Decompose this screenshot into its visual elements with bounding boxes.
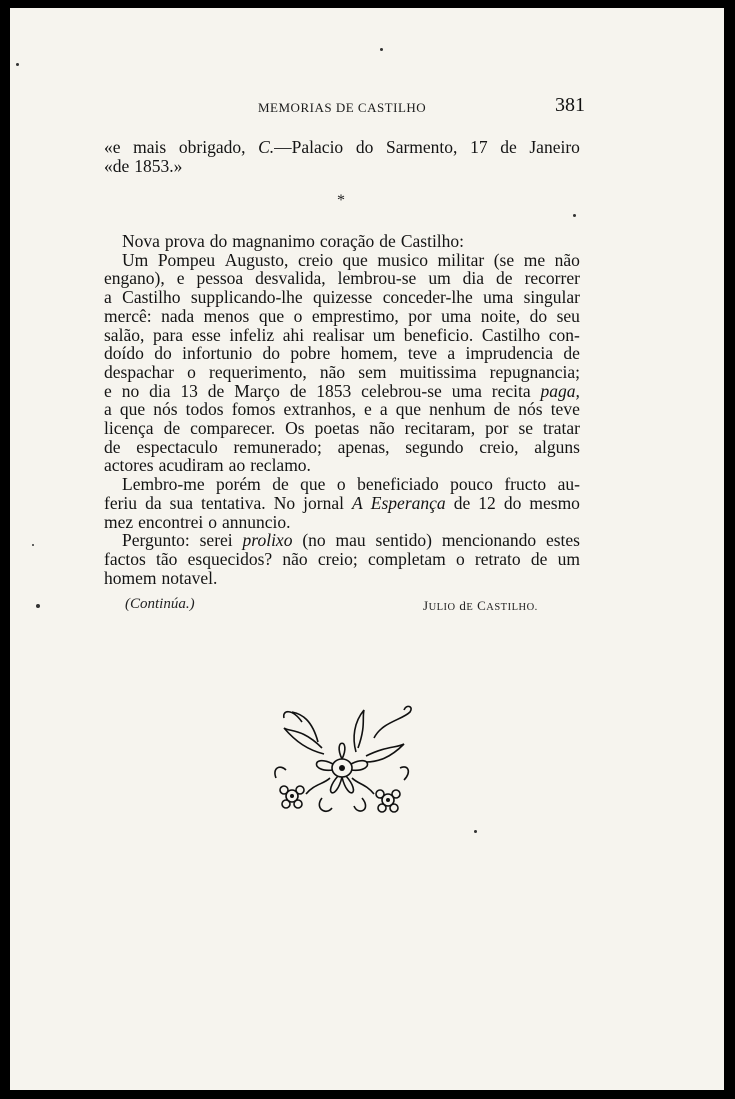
word: Castilho: (400, 231, 465, 251)
word: mez (104, 511, 134, 532)
word: emprestimo, (311, 305, 399, 326)
paper-speck (474, 830, 477, 833)
word: Os (285, 418, 305, 439)
word: jornal (303, 492, 344, 513)
word: tratar (543, 418, 580, 439)
word: da (145, 492, 162, 513)
word: nós (518, 399, 543, 420)
text-line (104, 251, 580, 270)
word: teve (407, 343, 438, 364)
word: serei (199, 530, 233, 551)
text-line (104, 438, 580, 457)
word: fomos (231, 399, 276, 420)
word: (no (302, 530, 326, 551)
word: o (293, 305, 303, 326)
word: Pompeu (157, 249, 216, 270)
word: a (104, 287, 112, 308)
word: infeliz (229, 324, 275, 345)
page-number: 381 (555, 94, 585, 116)
text-line (104, 419, 580, 438)
word: 13 (180, 380, 198, 401)
word: licença (104, 418, 154, 439)
word: pobre (290, 343, 331, 364)
word: Augusto, (224, 249, 289, 270)
author-signature: JULIO dE CASTILHO. (423, 598, 538, 613)
word: que (395, 399, 422, 420)
word: lembrou-se (337, 268, 417, 289)
word: Março (234, 380, 280, 401)
word: homem, (340, 343, 398, 364)
word: tão (156, 548, 178, 569)
word: singular (523, 287, 580, 308)
word: de (379, 231, 396, 251)
word: poetas (314, 418, 360, 439)
word: que (300, 474, 326, 495)
word: se (518, 418, 534, 439)
continued-note: (Continúa.) (125, 596, 195, 612)
word: dia (149, 380, 171, 401)
word: do (262, 343, 280, 364)
word: militar (437, 249, 485, 270)
word: e (104, 380, 112, 401)
word: de (453, 492, 471, 513)
word: sem (358, 361, 387, 382)
paper-speck (16, 63, 19, 66)
word: do (503, 492, 522, 513)
word: creio; (317, 548, 358, 569)
word: e (364, 399, 372, 420)
word: uma (441, 305, 472, 326)
word: Um (122, 249, 149, 270)
text-line (104, 494, 580, 513)
paper-speck (36, 604, 40, 608)
word: seu (556, 305, 580, 326)
word: reclamo. (250, 455, 311, 476)
word: beneficio. (403, 324, 474, 345)
word: creio, (479, 436, 519, 457)
word: repugnancia; (489, 361, 580, 382)
running-head: MEMORIAS DE CASTILHO (258, 100, 427, 115)
word: sentido) (375, 530, 432, 551)
word: pessoa (196, 268, 244, 289)
word: homem (104, 567, 157, 588)
word: estes (545, 530, 580, 551)
word: um (428, 268, 451, 289)
word: que (258, 305, 285, 326)
text-line (104, 288, 580, 307)
word: nada (161, 305, 195, 326)
word: Esperança (370, 492, 446, 513)
word: de (104, 436, 121, 457)
word: No (273, 492, 296, 513)
word: doído (104, 343, 144, 364)
word: (se (493, 249, 515, 270)
word: não (369, 418, 395, 439)
word: Janeiro (529, 137, 580, 157)
word: obrigado, (178, 137, 246, 157)
word: espectaculo (136, 436, 218, 457)
word: o (208, 511, 218, 532)
word: ahi (282, 324, 305, 345)
word: encontrei (138, 511, 204, 532)
word: de (207, 380, 225, 401)
word: noite, (480, 305, 521, 326)
text-line (104, 382, 580, 401)
word: retrato (474, 548, 521, 569)
word: «de (104, 155, 130, 176)
word: extranhos, (283, 399, 356, 420)
word: factos (104, 548, 146, 569)
word: de (493, 399, 511, 420)
word: supplicando-lhe (190, 287, 303, 308)
word: nós (153, 399, 178, 420)
floral-ornament-icon (262, 698, 422, 826)
word: não (282, 548, 308, 569)
text-line (104, 326, 580, 345)
word: engano), (104, 268, 165, 289)
section-separator: * (337, 192, 345, 209)
word: do (209, 231, 228, 251)
word: a (379, 399, 388, 420)
paper-speck (380, 48, 383, 51)
word: fructo (504, 474, 547, 495)
word: recita (491, 380, 531, 401)
text-line (104, 363, 580, 382)
word: A (352, 492, 363, 513)
word: notavel. (161, 567, 218, 588)
word: 12 (478, 492, 496, 513)
word: por (408, 305, 432, 326)
word: desvalida, (255, 268, 326, 289)
word: Lembro-me (122, 474, 205, 495)
word: e (176, 268, 185, 289)
text-line (104, 456, 580, 475)
word: requerimento, (209, 361, 307, 382)
word: Castilho (481, 324, 541, 345)
word: tentativa. (201, 492, 266, 513)
word: Nova (122, 231, 160, 251)
word: apenas, (337, 436, 390, 457)
word: recorrer (524, 268, 580, 289)
word: do (529, 305, 548, 326)
word: o (336, 474, 346, 495)
word: «e (104, 137, 121, 157)
word: coração (319, 231, 375, 251)
word: Pergunto: (122, 530, 190, 551)
word: feriu (104, 492, 138, 513)
word: uma (483, 287, 514, 308)
word: realisar (312, 324, 365, 345)
word: mencionando (441, 530, 537, 551)
text-line (104, 344, 580, 363)
word: actores (104, 455, 154, 476)
text-line (104, 138, 580, 157)
word: de (289, 380, 307, 401)
word: de (530, 548, 548, 569)
word: Castilho (122, 287, 181, 308)
text-line (104, 232, 580, 251)
word: paga, (540, 380, 580, 401)
word: a (104, 399, 112, 420)
word: que (342, 249, 368, 270)
text-line (104, 475, 580, 494)
word: mau (335, 530, 366, 551)
word: quizesse (313, 287, 373, 308)
word: esquecidos? (187, 548, 273, 569)
word: um (372, 324, 396, 345)
word: muitissima (399, 361, 477, 382)
word: celebrou-se (361, 380, 442, 401)
word: pouco (450, 474, 493, 495)
paper-speck (32, 544, 34, 546)
main-paragraphs (104, 232, 580, 587)
word: o (455, 548, 465, 569)
word: por (485, 418, 509, 439)
paper-speck (573, 214, 576, 217)
word: acudiram (158, 455, 224, 476)
word: me (523, 249, 546, 270)
word: imprudencia (465, 343, 554, 364)
word: despachar (104, 361, 174, 382)
word: sua (169, 492, 193, 513)
word: que (119, 399, 146, 420)
word: do (355, 137, 374, 157)
text-line (104, 157, 580, 176)
word: dia (462, 268, 485, 289)
word: nenhum (429, 399, 486, 420)
word: C.—Palacio (258, 137, 344, 157)
word: prova (164, 231, 205, 251)
text-line (104, 531, 580, 550)
word: beneficiado (357, 474, 439, 495)
word: de (500, 137, 517, 157)
word: recitaram, (404, 418, 476, 439)
text-line (104, 513, 580, 532)
word: au- (557, 474, 580, 495)
word: salão, (104, 324, 145, 345)
word: no (121, 380, 140, 401)
text-line (104, 569, 580, 588)
word: não (554, 249, 580, 270)
word: de (272, 474, 289, 495)
word: remunerado; (233, 436, 322, 457)
word: Sarmento, (385, 137, 458, 157)
word: porém (216, 474, 261, 495)
word: uma (451, 380, 482, 401)
word: segundo (405, 436, 464, 457)
word: 17 (470, 137, 488, 157)
word: annuncio. (222, 511, 291, 532)
text-line (104, 550, 580, 569)
word: não (319, 361, 346, 382)
word: musico (377, 249, 428, 270)
intro-quote (104, 138, 580, 175)
word: teve (550, 399, 580, 420)
word: con- (548, 324, 580, 345)
word: menos (203, 305, 250, 326)
word: completam (367, 548, 446, 569)
word: todos (185, 399, 224, 420)
word: para (152, 324, 184, 345)
word: de (496, 268, 513, 289)
word: mesmo (529, 492, 580, 513)
word: de (563, 343, 580, 364)
word: alguns (534, 436, 580, 457)
word: o (187, 361, 196, 382)
word: infortunio (182, 343, 253, 364)
word: esse (191, 324, 221, 345)
word: magnanimo (232, 231, 315, 251)
word: de (163, 418, 181, 439)
word: do (154, 343, 172, 364)
word: ao (228, 455, 246, 476)
word: comparecer. (190, 418, 276, 439)
word: conceder-lhe (382, 287, 473, 308)
word: um (557, 548, 580, 569)
word: mais (133, 137, 167, 157)
book-page (10, 8, 724, 1090)
text-line (104, 269, 580, 288)
word: creio (298, 249, 333, 270)
word: 1853 (316, 380, 352, 401)
word: prolixo (242, 530, 293, 551)
word: mercê: (104, 305, 152, 326)
word: a (447, 343, 456, 364)
word: 1853.» (134, 155, 183, 176)
text-line (104, 400, 580, 419)
text-line (104, 307, 580, 326)
